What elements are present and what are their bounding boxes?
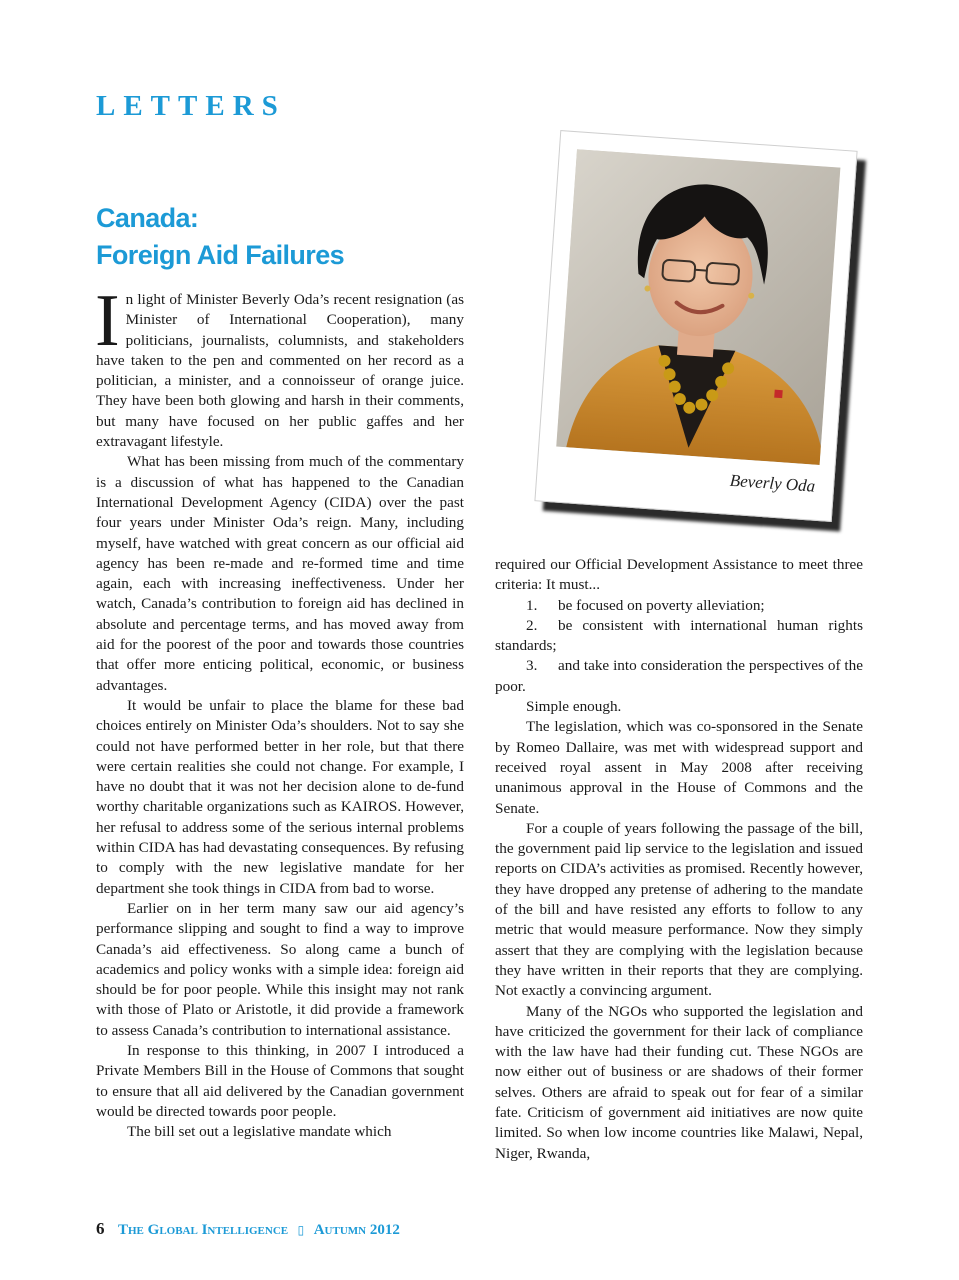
page-footer: [96, 1219, 400, 1239]
page-number: 6: [96, 1219, 105, 1238]
paragraph: The legislation, which was co-sponsored in the Senate by Romeo Dallaire, was met with widespread support and received royal assent in May 2008 after receiving unanimous approval in the House of Commons and the Senate.: [495, 718, 863, 817]
portrait-illustration: [556, 149, 840, 465]
portrait-photo: [556, 149, 840, 465]
paragraph: [95, 280, 464, 452]
headline-line-1: Canada:: [96, 203, 199, 233]
paragraph: Many of the NGOs who supported the legislation and have criticized the government for their lack of compliance with the law have had their funding cut. These NGOs are now either out of business or are shadows of their former selves. Others are afraid to speak out for fear of a similar fate. Criticism of government aid initiatives are now quite limited. So when low income countries like Malawi, Nepal, Niger, Rwanda,: [495, 1002, 863, 1162]
paragraph: The bill set out a legislative mandate which: [127, 1123, 392, 1141]
list-item: [495, 596, 863, 616]
headline-line-2: Foreign Aid Failures: [96, 240, 345, 270]
magazine-title: The Global Intelligence: [118, 1222, 289, 1238]
photo-frame: [534, 130, 857, 522]
article-headline: [96, 200, 344, 274]
drop-cap: I: [95, 280, 120, 362]
list-item: [495, 656, 863, 697]
paragraph: It would be unfair to place the blame for these bad choices entirely on Minister Oda’s shoulders. Not to say she could not have performed better in her role, but that there were certain realities she could not change. For example, I have no doubt that it was not her decision alone to de-fund worthy charitable organizations such as KAIROS. However, her refusal to address some of the serious internal problems within CIDA has had devastating consequences. By refusing to comply with the new legislative mandate for her department she took things in CIDA from bad to worse.: [96, 696, 464, 897]
photo-caption: Beverly Oda: [729, 470, 816, 496]
list-text: be focused on poverty alleviation;: [558, 596, 765, 614]
paragraph: Earlier on in her term many saw our aid agency’s performance slipping and sought to find a way to improve Canada’s aid effectiveness. So along came a bunch of academics and policy wonks with a simple idea: foreign aid should be for poor people. While this insight may not rank with those of Plato or Aristotle, it did provide a framework to assess Canada’s contribution to international assistance.: [96, 899, 464, 1039]
list-number: 1.: [526, 596, 538, 614]
list-number: 3.: [526, 657, 538, 675]
paragraph: Simple enough.: [526, 698, 622, 716]
right-column: [495, 555, 863, 1164]
paragraph: required our Official Development Assistance to meet three criteria: It must...: [495, 556, 863, 594]
list-text: and take into consideration the perspectives of the poor.: [495, 657, 863, 695]
left-column: [95, 280, 464, 1142]
issue-label: Autumn 2012: [313, 1222, 400, 1238]
list-item: [495, 616, 863, 657]
list-number: 2.: [526, 616, 538, 634]
paragraph: In response to this thinking, in 2007 I introduced a Private Members Bill in the House of Commons that sought to ensure that all aid delivered by the Canadian government would be directed towards poor people.: [96, 1041, 464, 1120]
separator-icon: ▯: [297, 1223, 305, 1237]
section-label: LETTERS: [96, 90, 286, 122]
paragraph: For a couple of years following the passage of the bill, the government paid lip service to the legislation and issued reports on CIDA’s activities as promised. Recently however, they have dropped any pretense of adhering to the mandate of the bill and have resisted any efforts to follow to any metric that would measure performance. Now they simply assert that they are complying with the legislation because they have written in their reports that they are complying. Not exactly a convincing argument.: [495, 819, 863, 1000]
paragraph: What has been missing from much of the commentary is a discussion of what has happened to the Canadian International Development Agency (CIDA) over the past four years under Minister Oda’s reign. Many, including myself, have watched with great concern as our official aid agency has been re-made and re-formed time and time again, each with increasing ineffectiveness. Under her watch, Canada’s contribution to foreign aid has declined in absolute and percentage terms, and has moved away from aid for the poorest of the poor and towards those countries that offer more enticing political, economic, or business advantages.: [96, 453, 464, 694]
paragraph-text: n light of Minister Beverly Oda’s recent resignation (as Minister of International Cooperation), many politicians, journalists, columnists, and stakeholders have taken to the pen and commented on her record as a politician, a minister, and a connoisseur of orange juice. They have been both glowing and harsh in their comments, but many have focused on her public gaffes and her extravagant lifestyle.: [96, 291, 464, 451]
list-text: be consistent with international human rights standards;: [495, 616, 863, 655]
